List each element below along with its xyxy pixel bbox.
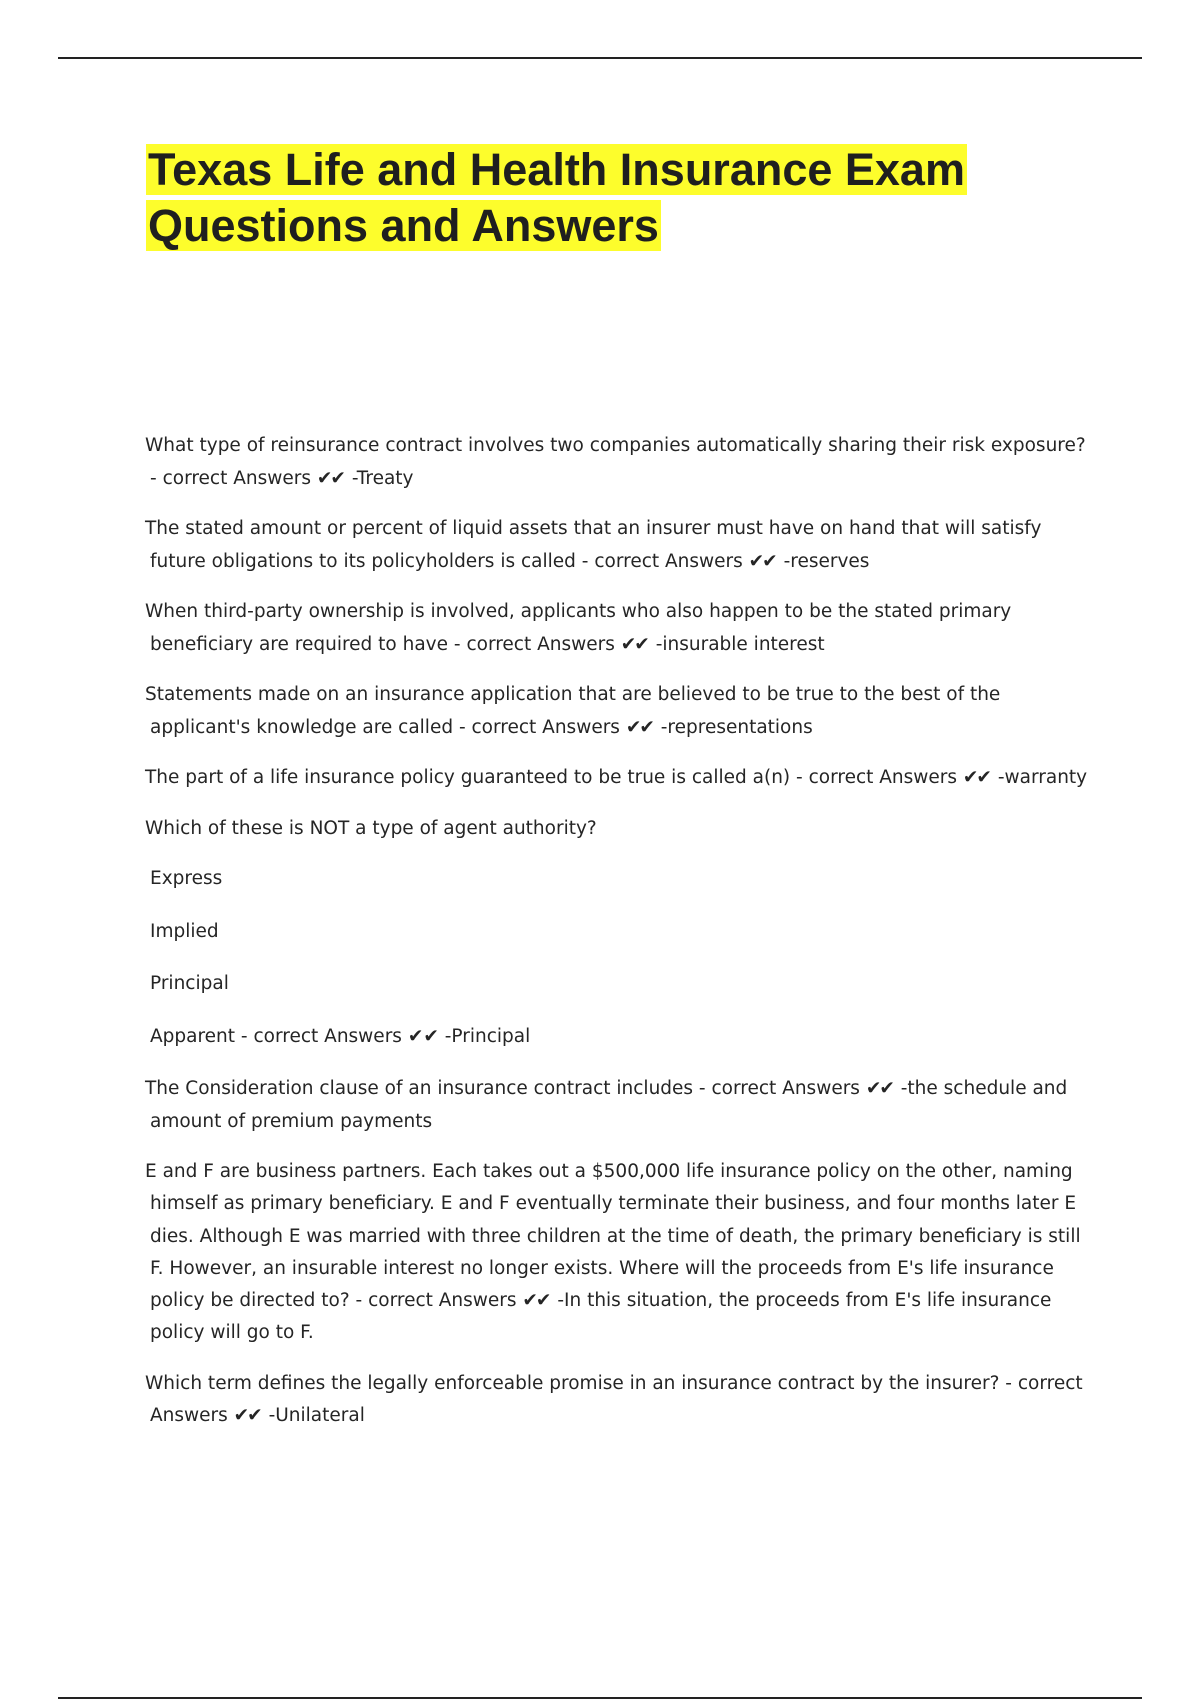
answer-text: -Unilateral	[268, 1405, 365, 1427]
qa-item-6	[145, 1073, 1095, 1138]
answer-text: -Principal	[444, 1025, 531, 1047]
document-title	[146, 142, 1106, 254]
question-text: The Consideration clause of an insurance contract includes -	[145, 1078, 706, 1099]
check-marks-icon: ✔✔	[625, 716, 653, 738]
answer-text: -In this situation, the proceeds from E's life insurance policy will go to F.	[150, 1290, 1052, 1344]
option-express: Express	[150, 868, 223, 889]
answer-text: -Treaty	[351, 467, 414, 489]
answer-marker: correct Answers	[466, 633, 615, 655]
answer-marker: correct Answers	[711, 1078, 860, 1099]
answer-text: -reserves	[783, 550, 870, 572]
check-marks-icon: ✔✔	[316, 467, 344, 489]
question-text: When third-party ownership is involved, applicants who also happen to be the stated primary beneficiary are required to have -	[145, 601, 1012, 655]
document-title-text: Texas Life and Health Insurance Exam Questions and Answers	[148, 144, 965, 251]
question-text: The stated amount or percent of liquid assets that an insurer must have on hand that will satisfy future obligations to its policyholders is called -	[145, 518, 1042, 572]
option-apparent-answer	[150, 1021, 1095, 1054]
option-apparent: Apparent -	[150, 1025, 248, 1047]
qa-item-4	[145, 679, 1095, 744]
answer-marker: correct Answers	[253, 1025, 402, 1047]
answer-marker: correct Answers	[150, 1372, 1083, 1427]
qa-item-7	[145, 1156, 1095, 1350]
qa-item-2	[145, 513, 1095, 578]
check-marks-icon: ✔✔	[865, 1078, 893, 1099]
answer-text: -representations	[660, 716, 813, 738]
qa-item-3	[145, 596, 1095, 661]
check-marks-icon: ✔✔	[522, 1290, 550, 1312]
answer-marker: correct Answers	[471, 716, 620, 738]
qa-item-8	[145, 1368, 1095, 1433]
authority-question: Which of these is NOT a type of agent authority?	[145, 817, 597, 839]
answer-text: -the schedule and amount of premium payments	[150, 1078, 1068, 1132]
footer-rule	[58, 1697, 1142, 1699]
answer-marker: correct Answers	[162, 467, 312, 489]
option-implied: Implied	[150, 920, 219, 942]
header-rule	[58, 57, 1142, 59]
check-marks-icon: ✔✔	[748, 550, 776, 572]
question-text: Statements made on an insurance application that are believed to be true to the best of the applicant's knowledge are called -	[145, 684, 1001, 738]
question-text: E and F are business partners. Each takes out a $500,000 life insurance policy on the other, naming himself as primary beneficiary. E and F eventually terminate their business, and four months later E dies. Although E was married with three children at the time of death, the primary beneficiary is still F. However, an insurable interest no longer exists. Where will the proceeds from E's life insurance policy be directed to? -	[145, 1161, 1081, 1312]
answer-text: -insurable interest	[655, 633, 825, 655]
check-marks-icon: ✔✔	[962, 767, 990, 788]
question-text: What type of reinsurance contract involves two companies automatically sharing their risk exposure? -	[145, 435, 1086, 489]
question-text: Which term defines the legally enforceable promise in an insurance contract by the insurer? -	[145, 1372, 1012, 1394]
option-principal: Principal	[150, 973, 229, 994]
question-text: The part of a life insurance policy guaranteed to be true is called a(n) -	[145, 767, 803, 788]
answer-marker: correct Answers	[594, 550, 743, 572]
check-marks-icon: ✔✔	[620, 633, 648, 655]
check-marks-icon: ✔✔	[233, 1405, 261, 1427]
answer-marker: correct Answers	[808, 767, 958, 788]
qa-item-1	[145, 430, 1095, 495]
answer-marker: correct Answers	[368, 1290, 517, 1312]
qa-item-5	[145, 762, 1095, 795]
qa-list	[145, 430, 1095, 1451]
check-marks-icon: ✔✔	[407, 1025, 439, 1047]
answer-text: -warranty	[997, 767, 1088, 788]
